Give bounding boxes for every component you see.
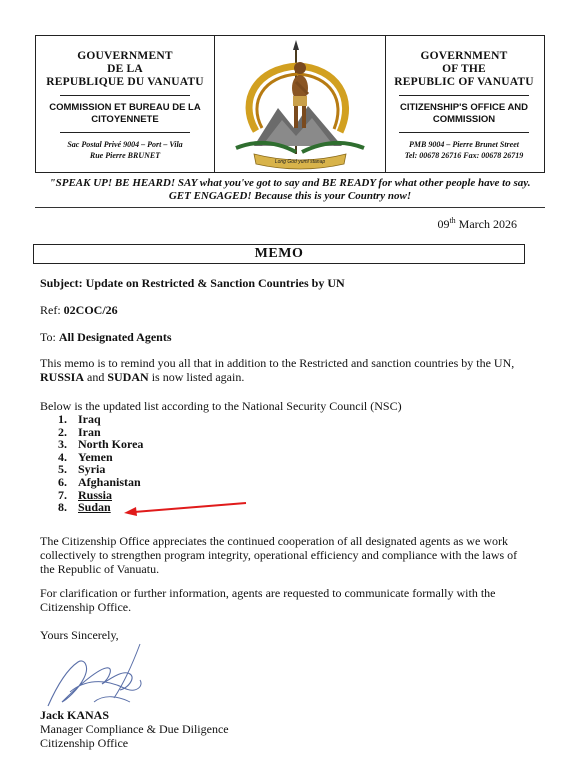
en-address-line2: Tel: 00678 26716 Fax: 00678 26719 — [404, 151, 524, 160]
en-office-line2: COMMISSION — [432, 114, 496, 125]
memo-recipient — [40, 330, 520, 344]
divider — [399, 95, 529, 96]
country-name: North Korea — [78, 437, 144, 452]
list-number: 6. — [58, 474, 67, 489]
country-name: Iraq — [78, 412, 101, 426]
paragraph-appreciation — [40, 534, 540, 576]
divider — [60, 132, 190, 133]
divider — [60, 95, 190, 96]
signatory-title: Manager Compliance & Due Diligence — [40, 722, 229, 736]
to-label: To: — [40, 330, 59, 344]
list-number: 4. — [58, 449, 67, 464]
country-name: Afghanistan — [78, 474, 141, 489]
fr-office-line2: CITOYENNETE — [91, 114, 159, 125]
and-text: and — [84, 370, 108, 384]
list-number: 5. — [58, 462, 67, 477]
red-arrow-icon — [120, 500, 250, 520]
memo-subject: Subject: Update on Restricted & Sanction Countries by UN — [40, 276, 345, 290]
signatory-block — [40, 708, 520, 750]
coat-of-arms-emblem — [216, 36, 384, 172]
sanctioned-countries-list — [58, 413, 143, 514]
divider — [399, 132, 529, 133]
ref-label: Ref: — [40, 303, 64, 317]
country-name: Russia — [78, 487, 113, 502]
fr-address-line2: Rue Pierre BRUNET — [89, 151, 161, 160]
letterhead-english-block — [384, 36, 544, 172]
list-number: 2. — [58, 424, 67, 439]
slogan-divider — [35, 207, 545, 208]
country-name: Sudan — [78, 500, 111, 515]
fr-gov-line3: REPUBLIQUE DU VANUATU — [46, 76, 204, 88]
letterhead — [35, 35, 545, 173]
paragraph-appreciation-line1: The Citizenship Office appreciates the continued cooperation of all designated agents as we work — [40, 534, 508, 548]
en-gov-line2: OF THE — [442, 63, 486, 75]
paragraph-clarification-line1: For clarification or further information, agents are requested to communicate formally with the — [40, 586, 496, 600]
en-gov-line1: GOVERNMENT — [420, 50, 508, 62]
sudan-emphasis: SUDAN — [107, 370, 149, 384]
emblem-panel — [214, 36, 386, 172]
memo-ref — [40, 303, 520, 317]
date-suffix: th — [449, 216, 456, 225]
list-item — [58, 413, 143, 426]
handwritten-signature — [44, 640, 164, 718]
paragraph-intro-tail: is now listed again. — [148, 370, 245, 384]
en-address-line1: PMB 9004 – Pierre Brunet Street — [408, 140, 519, 149]
letterhead-french-block — [36, 36, 214, 172]
list-intro: Below is the updated list according to the National Security Council (NSC) — [40, 399, 402, 413]
paragraph-clarification-line2: Citizenship Office. — [40, 600, 132, 614]
paragraph-appreciation-line3: the Republic of Vanuatu. — [40, 562, 160, 576]
list-number: 8. — [58, 500, 67, 515]
fr-address-line1: Sac Postal Privé 9004 – Port – Vila — [67, 140, 183, 149]
paragraph-intro-line2 — [40, 370, 540, 384]
to-value: All Designated Agents — [58, 330, 172, 344]
list-number: 1. — [58, 412, 67, 426]
slogan — [35, 177, 545, 203]
fr-gov-line2: DE LA — [107, 63, 143, 75]
list-number: 7. — [58, 487, 67, 502]
fr-gov-line1: GOUVERNMENT — [77, 50, 173, 62]
country-name: Syria — [78, 462, 106, 477]
date-day: 09 — [437, 217, 450, 231]
slogan-line1: "SPEAK UP! BE HEARD! SAY what you've got to say and BE READY for what other people have to say. — [49, 177, 531, 189]
paragraph-appreciation-line2: collectively to strengthen program integrity, operational efficiency and compliance with the laws of — [40, 548, 518, 562]
russia-emphasis: RUSSIA — [40, 370, 85, 384]
en-gov-line3: REPUBLIC OF VANUATU — [394, 76, 534, 88]
en-office-line1: CITIZENSHIP'S OFFICE AND — [399, 102, 529, 113]
country-name: Iran — [78, 424, 101, 439]
fr-office-line1: COMMISSION ET BUREAU DE LA — [49, 102, 201, 113]
memo-date — [437, 216, 517, 232]
list-item — [58, 476, 143, 489]
slogan-line2: GET ENGAGED! Because this is your Country now! — [168, 190, 412, 202]
date-rest: March 2026 — [455, 217, 517, 231]
closing: Yours Sincerely, — [40, 628, 119, 642]
list-item — [58, 438, 143, 451]
emblem-motto: Long God yumi stanap — [274, 159, 326, 165]
list-number: 3. — [58, 437, 67, 452]
paragraph-clarification — [40, 586, 540, 614]
paragraph-intro-line1: This memo is to remind you all that in addition to the Restricted and sanction countries by the UN, — [40, 356, 515, 370]
signatory-office: Citizenship Office — [40, 736, 129, 750]
country-name: Yemen — [78, 449, 113, 464]
signatory-name: Jack KANAS — [40, 708, 110, 722]
memo-title-box — [33, 244, 525, 264]
ref-value: 02COC/26 — [63, 303, 118, 317]
memo-title: MEMO — [254, 246, 304, 261]
paragraph-intro — [40, 356, 540, 384]
